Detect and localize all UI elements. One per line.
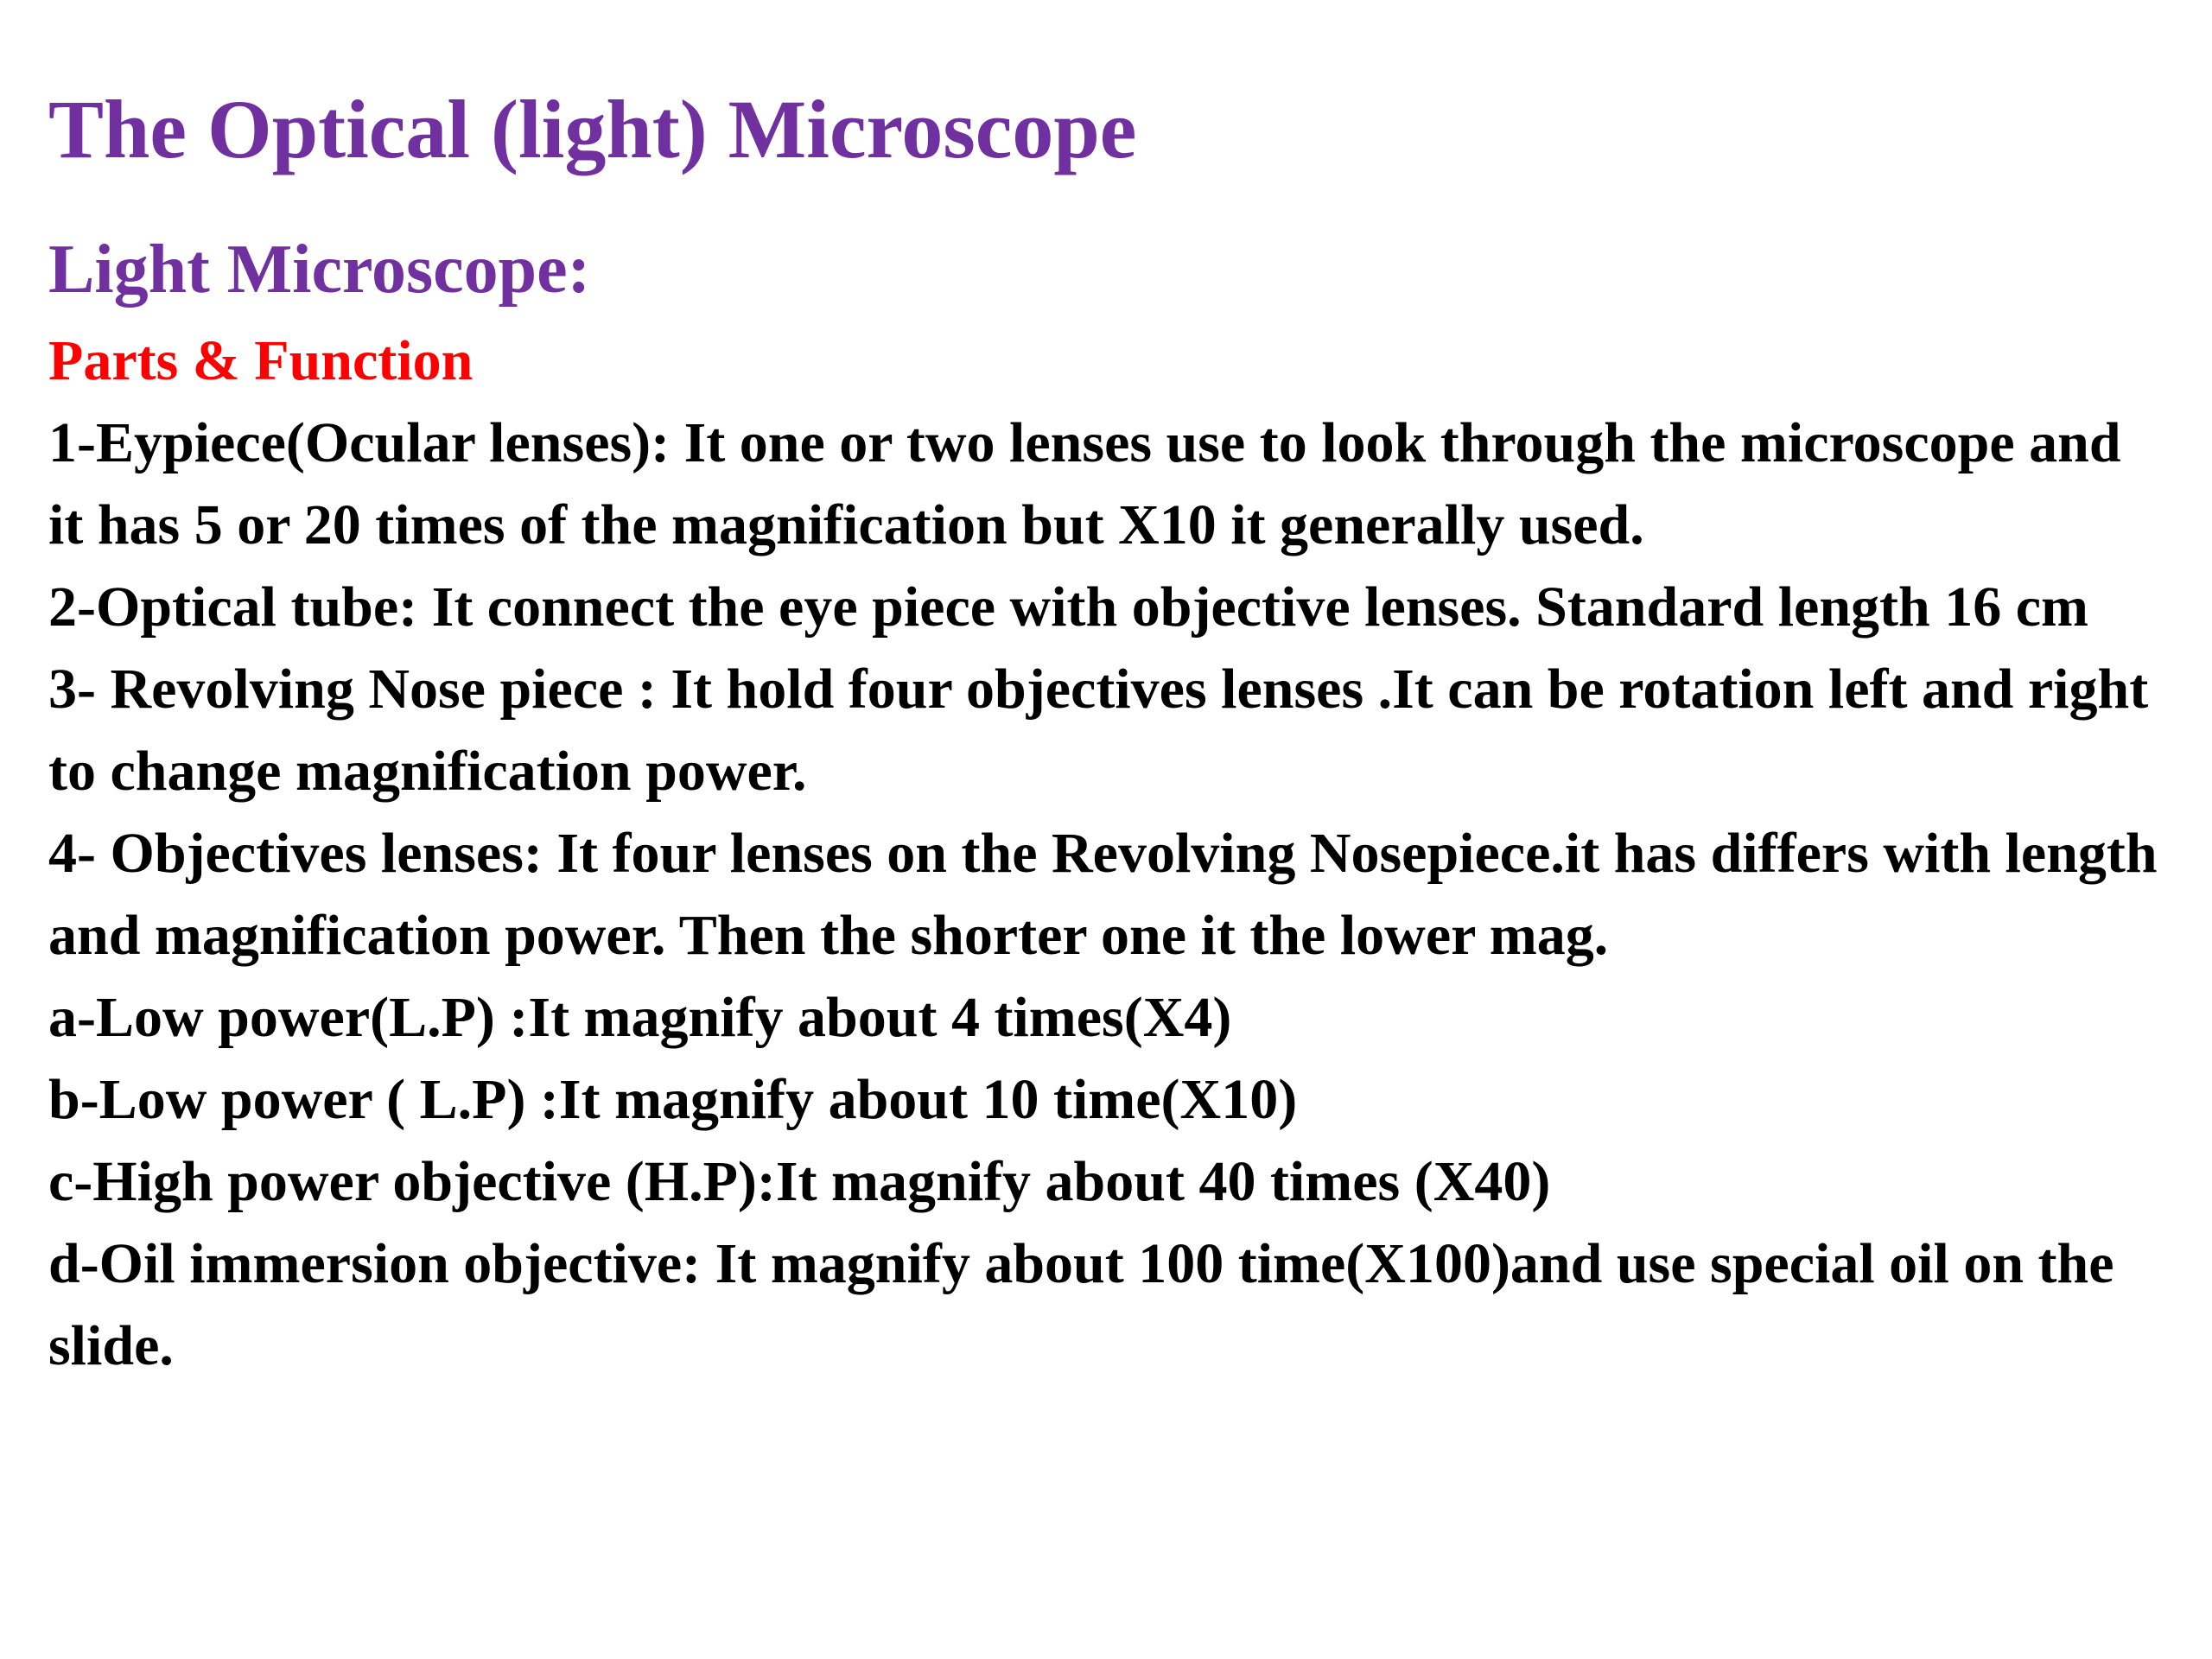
paragraph-low-power-x10: b-Low power ( L.P) :It magnify about 10 time(X10) <box>48 1068 1298 1131</box>
paragraph-eyepiece: 1-Eypiece(Ocular lenses): It one or two lenses use to look through the microscope and it has 5 or 20 times of the magnification but X10 it generally used. <box>48 411 2121 556</box>
slide-subtitle: Light Microscope: <box>48 232 591 308</box>
paragraph-high-power-x40: c-High power objective (H.P):It magnify about 40 times (X40) <box>48 1150 1551 1213</box>
paragraph-revolving-nose-piece: 3- Revolving Nose piece : It hold four objectives lenses .It can be rotation left and right to change magnification power. <box>48 658 2149 803</box>
paragraph-low-power-x4: a-Low power(L.P) :It magnify about 4 times(X4) <box>48 986 1232 1049</box>
slide-body <box>48 320 2165 1387</box>
paragraph-oil-immersion-x100: d-Oil immersion objective: It magnify about 100 time(X100)and use special oil on the slide. <box>48 1232 2114 1377</box>
section-heading: Parts & Function <box>48 329 474 392</box>
slide-title: The Optical (light) Microscope <box>48 83 1137 175</box>
paragraph-optical-tube: 2-Optical tube: It connect the eye piece with objective lenses. Standard length 16 cm <box>48 575 2089 639</box>
paragraph-objective-lenses: 4- Objectives lenses: It four lenses on the Revolving Nosepiece.it has differs with length and magnification power. Then the shorter one it the lower mag. <box>48 822 2158 967</box>
